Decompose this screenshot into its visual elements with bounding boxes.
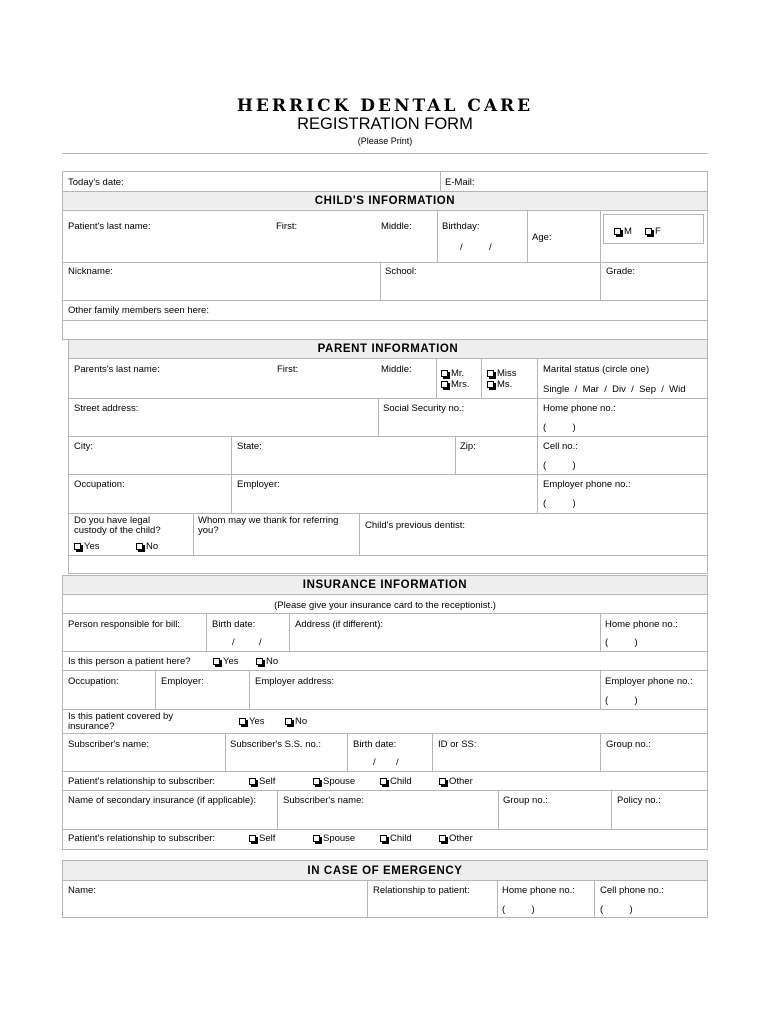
checkbox-icon: [285, 718, 292, 725]
covered-no-label: No: [295, 716, 308, 727]
patient-first-name-field[interactable]: First:: [276, 221, 298, 232]
group-number-field[interactable]: Group no.:: [606, 739, 651, 750]
divider: [380, 262, 381, 300]
custody-question: custody of the child?: [74, 525, 161, 536]
responsible-party-field[interactable]: Person responsible for bill:: [68, 619, 180, 630]
relationship2-spouse-label: Spouse: [323, 833, 356, 844]
form-subtitle: (Please Print): [357, 136, 413, 146]
responsible-address-field[interactable]: Address (if different):: [295, 619, 384, 630]
relationship2-other-checkbox[interactable]: [439, 833, 473, 844]
divider: [68, 474, 708, 475]
emergency-name-field[interactable]: Name:: [68, 885, 96, 896]
title-miss-checkbox[interactable]: [487, 368, 517, 379]
divider: [62, 733, 708, 734]
checkbox-icon: [380, 835, 387, 842]
marital-status-options[interactable]: Single / Mar / Div / Sep / Wid: [543, 384, 686, 395]
relationship-other-checkbox[interactable]: [439, 776, 473, 787]
responsible-birth-date-field[interactable]: Birth date:: [212, 619, 256, 630]
subscriber-ssn-field[interactable]: Subscriber's S.S. no.:: [230, 739, 322, 750]
divider: [62, 829, 708, 830]
parent-employer-phone-field[interactable]: Employer phone no.:: [543, 479, 631, 490]
cell-field[interactable]: Cell no.:: [543, 441, 578, 452]
divider: [455, 436, 456, 474]
header-divider: [62, 153, 708, 154]
relationship2-child-label: Child: [390, 833, 412, 844]
checkbox-icon: [213, 658, 220, 665]
checkbox-icon: [256, 658, 263, 665]
parent-occupation-field[interactable]: Occupation:: [74, 479, 125, 490]
divider: [611, 790, 612, 829]
parent-first-name-field[interactable]: First:: [277, 364, 299, 375]
school-field[interactable]: School:: [385, 266, 417, 277]
parent-home-phone-field[interactable]: Home phone no.:: [543, 403, 616, 414]
is-patient-yes-label: Yes: [223, 656, 239, 667]
sex-m-label: M: [624, 226, 632, 237]
birthday-field[interactable]: Birthday:: [442, 221, 480, 232]
checkbox-icon: [441, 370, 448, 377]
relationship-child-label: Child: [390, 776, 412, 787]
subscriber-birth-date-field[interactable]: Birth date:: [353, 739, 397, 750]
zip-field[interactable]: Zip:: [460, 441, 476, 452]
form-title: REGISTRATION FORM: [297, 115, 473, 133]
relationship-label: Patient's relationship to subscriber:: [68, 833, 216, 844]
divider: [289, 613, 290, 651]
checkbox-icon: [313, 835, 320, 842]
other-family-field[interactable]: Other family members seen here:: [68, 305, 209, 316]
patient-last-name-field[interactable]: Patient's last name:: [68, 221, 151, 232]
title-mrs-checkbox[interactable]: [441, 379, 469, 390]
divider: [359, 513, 360, 555]
divider: [600, 733, 601, 771]
divider: [347, 733, 348, 771]
insured-employer-field[interactable]: Employer:: [161, 676, 204, 687]
divider: [537, 358, 538, 513]
checkbox-icon: [136, 543, 143, 550]
city-field[interactable]: City:: [74, 441, 93, 452]
divider: [436, 358, 437, 398]
divider: [600, 210, 601, 300]
divider: [600, 670, 601, 709]
cell-paren: ( ): [543, 460, 576, 471]
checkbox-icon: [249, 835, 256, 842]
secondary-group-field[interactable]: Group no.:: [503, 795, 548, 806]
parent-middle-name-field[interactable]: Middle:: [381, 364, 412, 375]
referral-field: you?: [198, 525, 219, 536]
divider: [68, 513, 708, 514]
state-field[interactable]: State:: [237, 441, 262, 452]
checkbox-icon: [487, 381, 494, 388]
is-patient-yes-checkbox[interactable]: [213, 656, 239, 667]
referral-field[interactable]: Whom may we thank for referring: [198, 515, 339, 526]
divider: [155, 670, 156, 709]
sex-f-checkbox[interactable]: [645, 226, 661, 237]
relationship-spouse-label: Spouse: [323, 776, 356, 787]
grade-field[interactable]: Grade:: [606, 266, 636, 277]
insured-employer-phone-field[interactable]: Employer phone no.:: [605, 676, 693, 687]
divider: [277, 790, 278, 829]
divider: [497, 880, 498, 918]
relationship-self-checkbox[interactable]: [249, 776, 275, 787]
checkbox-icon: [439, 835, 446, 842]
parent-last-name-field[interactable]: Parents's last name:: [74, 364, 160, 375]
divider: [498, 790, 499, 829]
insurance-note: (Please give your insurance card to the receptionist.): [274, 600, 496, 611]
sex-f-label: F: [655, 226, 661, 237]
custody-no-label: No: [146, 541, 159, 552]
parent-section-heading: PARENT INFORMATION: [68, 339, 708, 359]
birthday-slash: /: [489, 242, 492, 253]
checkbox-icon: [645, 228, 652, 235]
divider: [600, 613, 601, 651]
divider: [62, 709, 708, 710]
sex-m-checkbox[interactable]: [614, 226, 632, 237]
title-ms-label: Ms.: [497, 379, 513, 390]
divider: [62, 651, 708, 652]
title-ms-checkbox[interactable]: [487, 379, 512, 390]
relationship2-other-label: Other: [449, 833, 473, 844]
parent-employer-field[interactable]: Employer:: [237, 479, 280, 490]
parent-home-phone-paren: ( ): [543, 422, 576, 433]
birthday-slash: /: [460, 242, 463, 253]
checkbox-icon: [441, 381, 448, 388]
ssn-field[interactable]: Social Security no.:: [383, 403, 465, 414]
checkbox-icon: [487, 370, 494, 377]
divider: [206, 613, 207, 651]
divider: [527, 210, 528, 262]
child-section-heading: CHILD'S INFORMATION: [62, 191, 708, 211]
custody-yes-label: Yes: [84, 541, 100, 552]
covered-yes-checkbox[interactable]: [239, 716, 265, 727]
custody-no-checkbox[interactable]: [136, 541, 158, 552]
relationship2-child-checkbox[interactable]: [380, 833, 412, 844]
birth-date-slash: /: [232, 637, 235, 648]
checkbox-icon: [74, 543, 81, 550]
custody-question: Do you have legal: [74, 515, 151, 526]
is-patient-no-label: No: [266, 656, 279, 667]
title-mr-checkbox[interactable]: [441, 368, 464, 379]
title-mrs-label: Mrs.: [451, 379, 470, 390]
relationship-other-label: Other: [449, 776, 473, 787]
divider: [249, 670, 250, 709]
birth-date-slash: /: [396, 757, 399, 768]
divider: [68, 555, 708, 556]
covered-yes-label: Yes: [249, 716, 265, 727]
emergency-relationship-field[interactable]: Relationship to patient:: [373, 885, 470, 896]
is-patient-question: Is this person a patient here?: [68, 656, 191, 667]
emergency-cell-phone-field[interactable]: Cell phone no.:: [600, 885, 664, 896]
insured-employer-phone-paren: ( ): [605, 695, 638, 706]
patient-middle-name-field[interactable]: Middle:: [381, 221, 412, 232]
insured-occupation-field[interactable]: Occupation:: [68, 676, 119, 687]
nickname-field[interactable]: Nickname:: [68, 266, 113, 277]
insurance-section-heading: INSURANCE INFORMATION: [62, 575, 708, 595]
marital-status-label: Marital status (circle one): [543, 364, 650, 375]
relationship-child-checkbox[interactable]: [380, 776, 412, 787]
relationship2-self-label: Self: [259, 833, 276, 844]
age-field[interactable]: Age:: [532, 232, 552, 243]
coverage-question: insurance?: [68, 721, 115, 732]
emergency-home-phone-paren: ( ): [502, 904, 535, 915]
custody-yes-checkbox[interactable]: [74, 541, 100, 552]
divider: [367, 880, 368, 918]
relationship2-self-checkbox[interactable]: [249, 833, 275, 844]
checkbox-icon: [313, 778, 320, 785]
checkbox-icon: [239, 718, 246, 725]
divider: [62, 670, 708, 671]
checkbox-icon: [614, 228, 621, 235]
title-miss-label: Miss: [497, 368, 517, 379]
covered-no-checkbox[interactable]: [285, 716, 307, 727]
relationship-self-label: Self: [259, 776, 276, 787]
company-name: HERRICK DENTAL CARE: [236, 96, 534, 116]
divider: [481, 358, 482, 398]
street-address-field[interactable]: Street address:: [74, 403, 139, 414]
divider: [62, 300, 708, 301]
divider: [594, 880, 595, 918]
birth-date-slash: /: [259, 637, 262, 648]
checkbox-icon: [380, 778, 387, 785]
subscriber-name-field[interactable]: Subscriber's name:: [68, 739, 150, 750]
divider: [193, 513, 194, 555]
divider: [62, 262, 708, 263]
relationship-spouse-checkbox[interactable]: [313, 776, 355, 787]
emergency-home-phone-field[interactable]: Home phone no.:: [502, 885, 575, 896]
email-field[interactable]: E-Mail:: [445, 177, 475, 188]
responsible-home-phone-paren: ( ): [605, 637, 638, 648]
relationship-label: Patient's relationship to subscriber:: [68, 776, 216, 787]
previous-dentist-field[interactable]: Child's previous dentist:: [365, 520, 466, 531]
divider: [432, 733, 433, 771]
divider: [437, 210, 438, 262]
id-ss-field[interactable]: ID or SS:: [438, 739, 477, 750]
relationship2-spouse-checkbox[interactable]: [313, 833, 355, 844]
title-mr-label: Mr.: [451, 368, 465, 379]
divider: [62, 613, 708, 614]
divider: [62, 771, 708, 772]
checkbox-icon: [249, 778, 256, 785]
divider: [68, 436, 708, 437]
is-patient-no-checkbox[interactable]: [256, 656, 278, 667]
divider: [62, 320, 708, 321]
parent-employer-phone-paren: ( ): [543, 498, 576, 509]
divider: [440, 171, 441, 192]
secondary-policy-field[interactable]: Policy no.:: [617, 795, 661, 806]
checkbox-icon: [439, 778, 446, 785]
divider: [225, 733, 226, 771]
divider: [231, 436, 232, 513]
responsible-home-phone-field[interactable]: Home phone no.:: [605, 619, 678, 630]
employer-address-field[interactable]: Employer address:: [255, 676, 335, 687]
coverage-question: Is this patient covered by: [68, 711, 174, 722]
secondary-subscriber-field[interactable]: Subscriber's name:: [283, 795, 365, 806]
todays-date-field[interactable]: Today's date:: [68, 177, 124, 188]
divider: [68, 398, 708, 399]
date-email-row: [62, 171, 708, 192]
emergency-section-heading: IN CASE OF EMERGENCY: [62, 860, 708, 881]
divider: [378, 398, 379, 436]
birth-date-slash: /: [373, 757, 376, 768]
secondary-insurance-field[interactable]: Name of secondary insurance (if applicable):: [68, 795, 256, 806]
emergency-cell-phone-paren: ( ): [600, 904, 633, 915]
